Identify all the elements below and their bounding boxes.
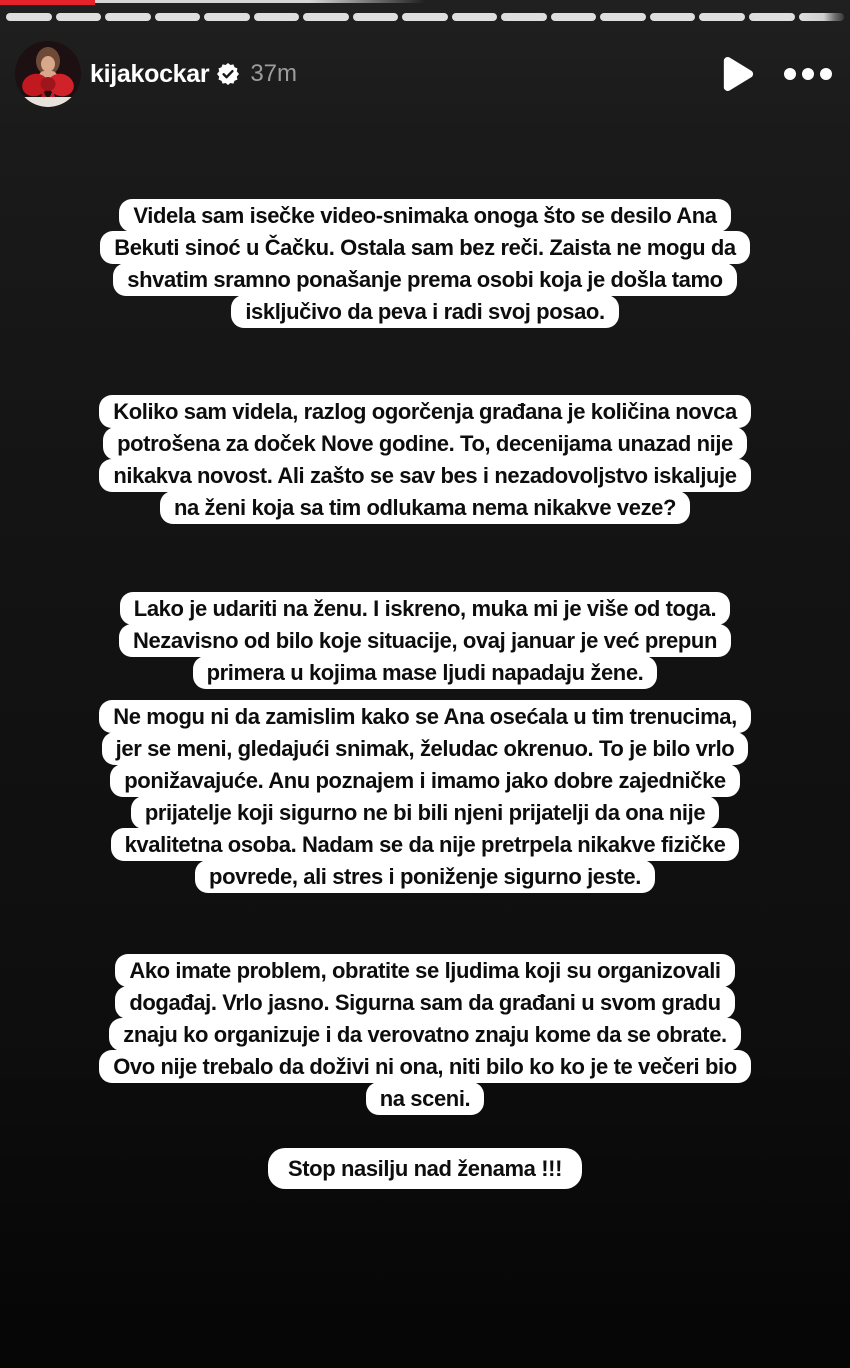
story-text-block xyxy=(0,593,850,689)
username[interactable]: kijakockar xyxy=(90,59,210,88)
story-text-block xyxy=(0,200,850,328)
story-text-block-text: Lako je udariti na ženu. I iskreno, muka mi je više od toga. Nezavisno od bilo koje situacije, ovaj januar je već prepun primera u kojima mase ljudi napadaju žene. xyxy=(119,592,731,689)
story-text-block-text: Stop nasilju nad ženama !!! xyxy=(268,1148,582,1189)
story-text-block xyxy=(0,955,850,1115)
timestamp: 37m xyxy=(250,60,298,87)
story-text-block xyxy=(0,1153,850,1185)
story-text-block-text: Ne mogu ni da zamislim kako se Ana osećala u tim trenucima, jer se meni, gledajući snimak, želudac okrenuo. To je bilo vrlo ponižavajuće. Anu poznajem i imamo jako dobre zajedničke prijatelje koji sigurno ne bi bili njeni prijatelji da ona nije kvalitetna osoba. Nadam se da nije pretrpela nikakve fizičke povrede, ali stres i poniženje sigurno jeste. xyxy=(99,700,751,893)
story-text-block-text: Videla sam isečke video-snimaka onoga što se desilo Ana Bekuti sinoć u Čačku. Ostala sam bez reči. Zaista ne mogu da shvatim sramno ponašanje prema osobi koja je došla tamo isključivo da peva i radi svoj posao. xyxy=(100,199,750,328)
story-text-block xyxy=(0,701,850,893)
story-text-block-text: Koliko sam videla, razlog ogorčenja građana je količina novca potrošena za doček Nove godine. To, decenijama unazad nije nikakva novost. Ali zašto se sav bes i nezadovoljstvo iskaljuje na ženi koja sa tim odlukama nema nikakve veze? xyxy=(99,395,751,524)
story-text-block-text: Ako imate problem, obratite se ljudima koji su organizovali događaj. Vrlo jasno. Sigurna sam da građani u svom gradu znaju ko organizuje i da verovatno znaju kome da se obrate. Ovo nije trebalo da doživi ni ona, niti bilo ko ko je te večeri bio na sceni. xyxy=(99,954,751,1115)
story-text-block xyxy=(0,396,850,524)
